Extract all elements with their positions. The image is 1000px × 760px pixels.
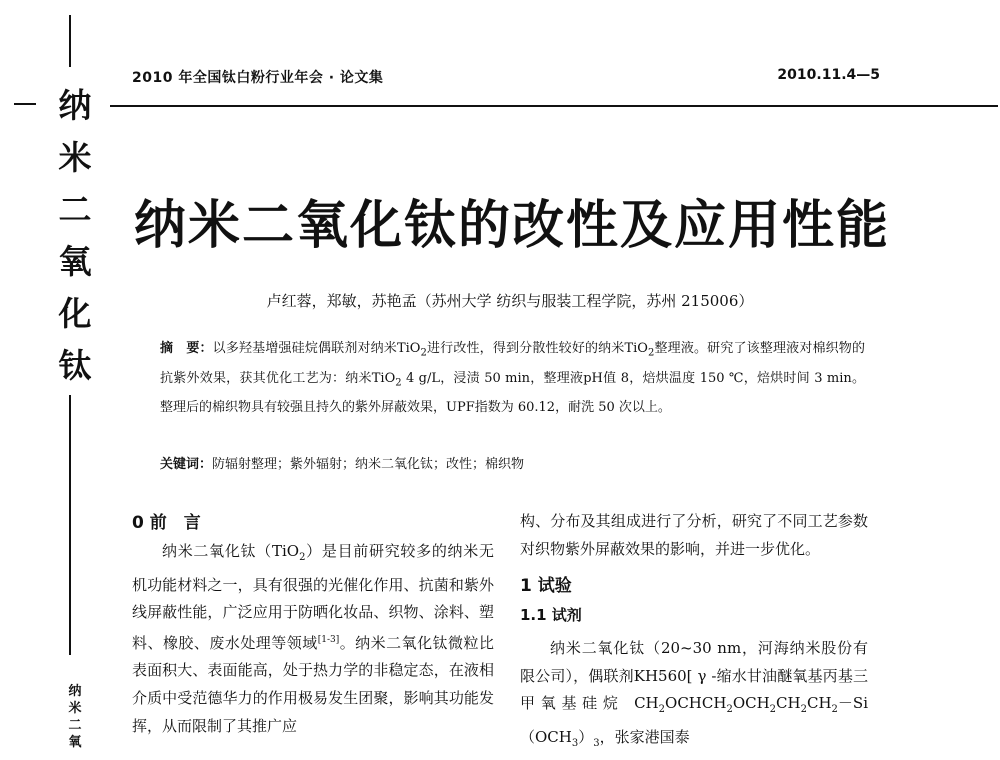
body-text: CH [806,694,832,713]
abstract [160,336,865,420]
abstract-label: 摘 要： [160,341,213,356]
subscript: 2 [726,704,733,716]
side-small-char: 二 [68,718,82,733]
continuation-paragraph: 构、分布及其组成进行了分析，研究了不同工艺参数对织物紫外屏蔽效果的影响，并进一步优化。 [520,512,868,558]
intro-paragraph [132,538,494,740]
subscript: 2 [647,347,655,359]
side-char: 纳 [58,86,92,125]
paper-title: 纳米二氧化钛的改性及应用性能 [133,196,890,256]
column-left [132,508,494,740]
body-text: ）是目前研究较多的纳米无机功能材料之一，具有很强的光催化作用、抗菌和紫外线屏蔽性能，广泛应用于防晒化妆品、织物、涂料、塑料、橡胶、废水处理等领域 [132,542,494,652]
side-char: 二 [58,190,92,229]
body-text: OCH [732,694,770,713]
abstract-text: 4 g/L，浸渍 50 min，整理液pH值 8，焙烘温度 150 ℃，焙烘时间 3 min。整理后的棉织物具有较强且持久的紫外屏蔽效果，UPF指数为 60.12，耐洗 50 次以上。 [160,370,865,416]
body-text: 纳米二氧化钛（20~30 nm，河海纳米股份有限公司），偶联剂KH560[ γ -缩水甘油醚氧基丙基三甲氧基硅烷 CH [520,639,868,713]
side-tab-small [66,683,84,751]
body-text: OCHCH [665,694,727,713]
subscript: 2 [395,377,402,389]
side-tab-title [50,80,100,392]
author-line: 卢红蓉，郑敏，苏艳孟（苏州大学 纺织与服装工程学院，苏州 215006） [266,292,754,310]
subscript: 2 [769,704,777,716]
abstract-text: 进行改性，得到分散性较好的纳米TiO [426,341,648,356]
keywords-text: 防辐射整理；紫外辐射；纳米二氧化钛；改性；棉织物 [212,457,525,472]
running-header-date: 2010.11.4—5 [777,67,880,83]
subscript: 3 [593,737,600,749]
body-text: －Si（OCH [520,694,868,746]
body-text: 纳米二氧化钛（TiO [162,542,300,560]
column-right [520,508,868,758]
keywords-label: 关键词： [160,457,213,472]
body-text: CH [776,694,801,713]
subscript: 2 [299,552,306,563]
side-rule-top [69,15,71,67]
side-char: 钛 [58,346,92,385]
side-char: 米 [58,138,92,177]
section-heading-1: 1 试验 [520,576,572,597]
citation: [1-3] [317,634,340,645]
side-dash [14,103,36,105]
section-heading-intro: 0 前 言 [132,513,201,533]
subscript: 3 [571,737,579,749]
header-rule [110,105,998,107]
subscript: 2 [800,704,807,716]
subscript: 2 [831,704,838,716]
section-heading-1-1: 1.1 试剂 [520,606,582,625]
side-rule-bottom [69,395,71,655]
reagent-paragraph [520,635,868,757]
abstract-text: 整理液。研究了该整理液对棉织物的抗紫外效果，获其优化工艺为：纳米TiO [160,341,865,386]
running-header-left: 2010 年全国钛白粉行业年会 · 论文集 [132,70,384,86]
side-small-char: 纳 [68,684,82,699]
side-small-char: 米 [68,701,82,716]
body-text: ，张家港国泰 [599,727,690,746]
side-char: 化 [58,294,92,333]
body-text: 。纳米二氧化钛微粒比表面积大、表面能高，处于热力学的非稳定态，在液相介质中受范德华力的作用极易发生团聚，影响其功能发挥，从而限制了其推广应 [132,633,494,735]
subscript: 2 [658,704,666,716]
keywords [160,454,865,476]
abstract-text: 以多羟基增强硅烷偶联剂对纳米TiO [212,341,421,356]
body-text: ） [578,727,594,746]
side-char: 氧 [58,242,92,281]
side-small-char: 氧 [68,735,82,750]
subscript: 2 [420,347,427,359]
